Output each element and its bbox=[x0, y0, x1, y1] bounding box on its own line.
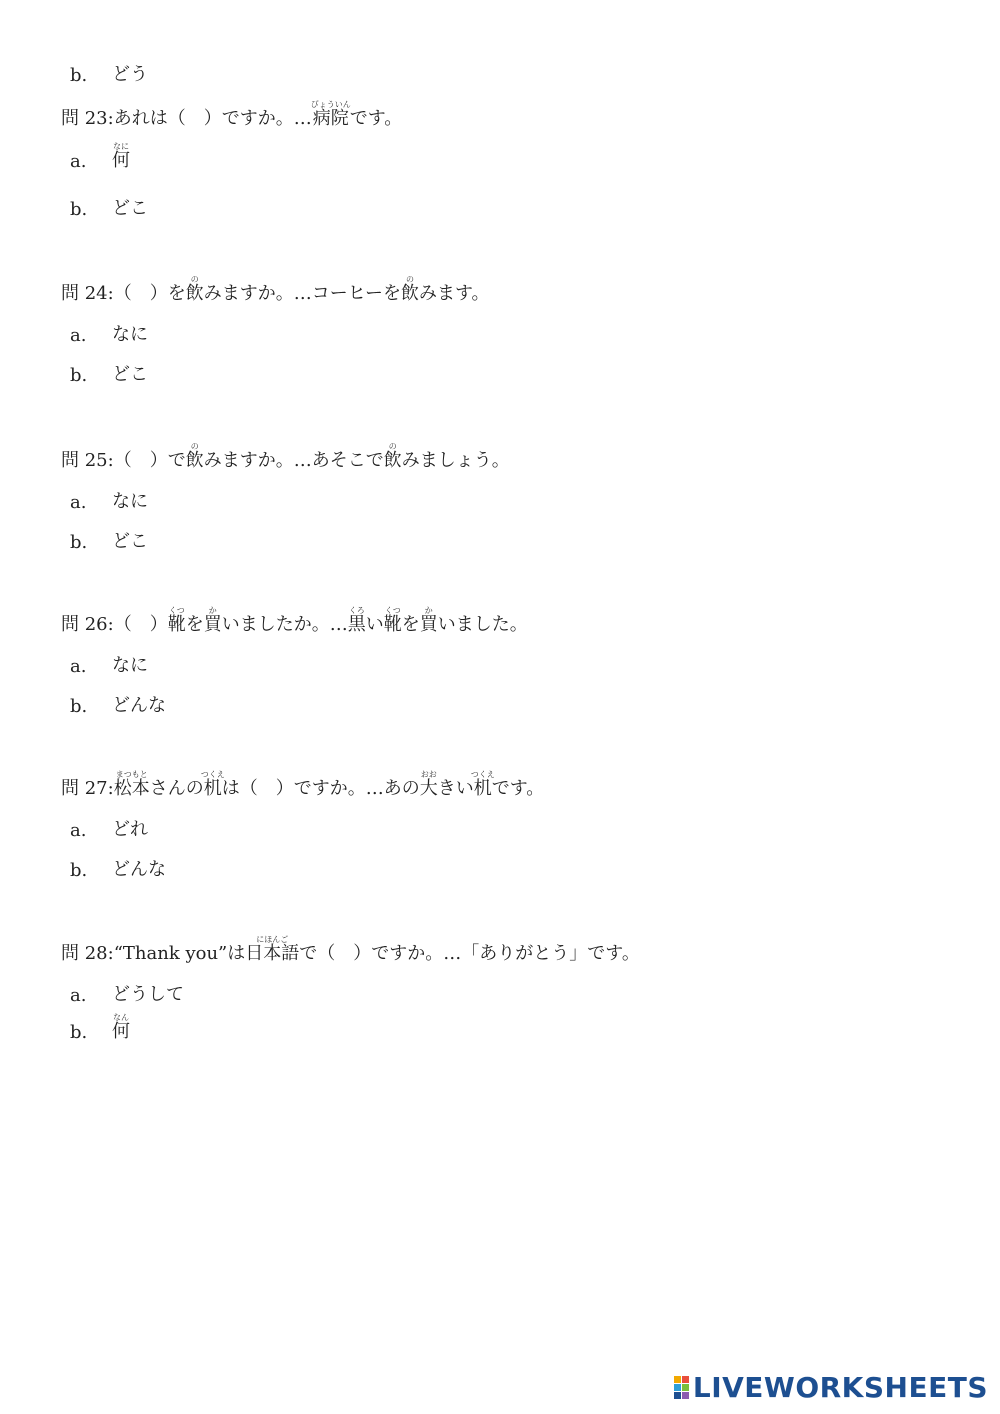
option-letter: b. bbox=[70, 696, 88, 717]
question-number: 問 24: bbox=[61, 283, 114, 304]
option-b-q27[interactable] bbox=[70, 855, 166, 881]
option-a-q24[interactable] bbox=[70, 320, 148, 346]
option-letter: b. bbox=[70, 365, 88, 386]
option-letter: b. bbox=[70, 199, 88, 220]
question-24: 問 24:（ ）を飲のみますか。…コーヒーを飲のみます。 bbox=[61, 275, 490, 304]
question-number: 問 28: bbox=[61, 943, 114, 964]
option-text: なに bbox=[112, 324, 148, 345]
question-27: 問 27:松本まつもとさんの机つくえは（ ）ですか。…あの大おおきい机つくえです。 bbox=[61, 770, 545, 799]
question-number: 問 25: bbox=[61, 450, 114, 471]
option-text: 何なん bbox=[112, 1013, 130, 1042]
option-b-q26[interactable] bbox=[70, 691, 166, 717]
logo-text: LIVEWORKSHEETS bbox=[692, 1371, 988, 1404]
option-a-q26[interactable] bbox=[70, 651, 148, 677]
option-letter: a. bbox=[70, 656, 87, 677]
option-letter: b. bbox=[70, 860, 88, 881]
option-letter: b. bbox=[70, 1022, 88, 1043]
option-b-q25[interactable] bbox=[70, 527, 148, 553]
option-b-q28[interactable] bbox=[70, 1013, 130, 1043]
question-25: 問 25:（ ）で飲のみますか。…あそこで飲のみましょう。 bbox=[61, 442, 510, 471]
option-text: 何なに bbox=[112, 142, 130, 171]
logo-mark-icon bbox=[674, 1376, 689, 1399]
question-number: 問 27: bbox=[61, 778, 114, 799]
option-b-q22[interactable] bbox=[70, 60, 148, 86]
option-text: どう bbox=[112, 64, 148, 85]
question-number: 問 23: bbox=[61, 108, 114, 129]
option-letter: b. bbox=[70, 65, 88, 86]
option-text: どれ bbox=[112, 819, 148, 840]
option-a-q23[interactable] bbox=[70, 142, 130, 172]
question-23: 問 23:あれは（ ）ですか。…病院びょういんです。 bbox=[61, 100, 403, 129]
option-text: どこ bbox=[112, 364, 148, 385]
option-a-q28[interactable] bbox=[70, 980, 184, 1006]
liveworksheets-logo bbox=[674, 1371, 988, 1404]
option-letter: a. bbox=[70, 820, 87, 841]
option-letter: a. bbox=[70, 985, 87, 1006]
option-text: どこ bbox=[112, 531, 148, 552]
option-text: どこ bbox=[112, 198, 148, 219]
option-letter: a. bbox=[70, 325, 87, 346]
option-letter: a. bbox=[70, 492, 87, 513]
option-text: どんな bbox=[112, 695, 166, 716]
question-number: 問 26: bbox=[61, 614, 114, 635]
option-b-q24[interactable] bbox=[70, 360, 148, 386]
option-b-q23[interactable] bbox=[70, 194, 148, 220]
question-text: あれは（ ）ですか。… bbox=[113, 108, 312, 129]
question-28: 問 28:“Thank you”は日本語にほんごで（ ）ですか。…「ありがとう」です。 bbox=[61, 935, 640, 964]
option-letter: a. bbox=[70, 151, 87, 172]
option-text: なに bbox=[112, 491, 148, 512]
option-text: どんな bbox=[112, 859, 166, 880]
furigana-word: 病院びょういん bbox=[310, 100, 351, 129]
option-text: どうして bbox=[112, 984, 184, 1005]
option-a-q27[interactable] bbox=[70, 815, 148, 841]
option-a-q25[interactable] bbox=[70, 487, 148, 513]
option-text: なに bbox=[112, 655, 148, 676]
question-26: 問 26:（ ）靴くつを買かいましたか。…黒くろい靴くつを買かいました。 bbox=[61, 606, 528, 635]
option-letter: b. bbox=[70, 532, 88, 553]
